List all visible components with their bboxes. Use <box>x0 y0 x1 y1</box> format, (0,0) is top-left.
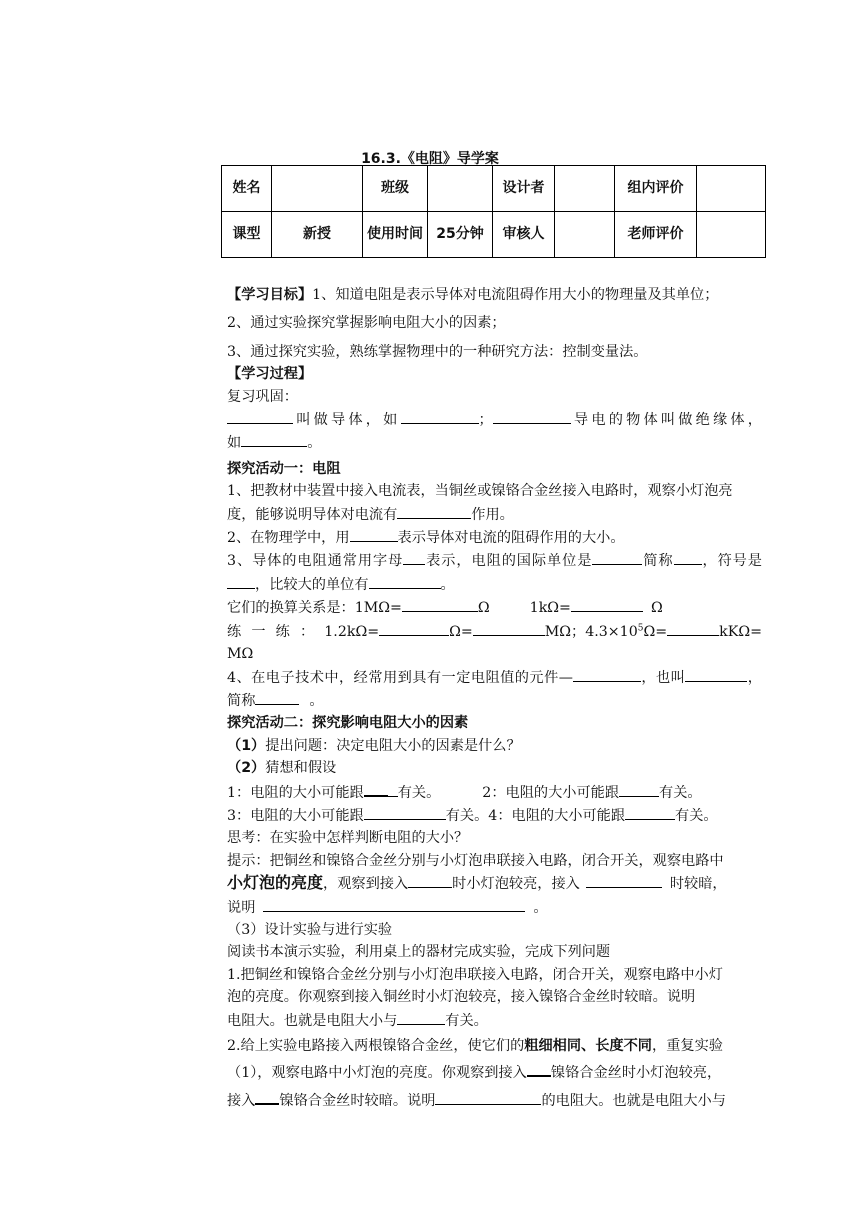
blank[interactable] <box>625 804 675 820</box>
read-line: 阅读书本演示实验，利用桌上的器材完成实验，完成下列问题 <box>227 944 611 961</box>
act1-line: 3、导体的电阻通常用字母 表示，电阻的国际单位是 简称 ，符号是 <box>227 549 762 572</box>
hint-line: 说明 。 <box>227 896 762 919</box>
blank[interactable] <box>619 781 659 797</box>
reviewer-value <box>555 212 615 258</box>
blank[interactable] <box>592 549 642 565</box>
goal-line-2: 2、通过实验探究掌握影响电阻大小的因素； <box>227 315 506 332</box>
exp-line: 接入 镍铬合金丝时较暗。说明 的电阻大。也就是电阻大小与 <box>227 1088 762 1112</box>
review-line-2: 如 。 <box>227 431 762 454</box>
act1-line: 2、在物理学中，用 表示导体对电流的阻碍作用的大小。 <box>227 526 762 549</box>
guess-line: 1：电阻的大小可能跟 有关。 2：电阻的大小可能跟 有关。 <box>227 780 762 804</box>
blank[interactable] <box>255 689 299 705</box>
lesson-type-value: 新授 <box>272 212 363 258</box>
class-label: 班级 <box>363 166 428 212</box>
act1-line: 4、在电子技术中，经常用到具有一定电阻值的元件— ，也叫 ， <box>227 666 762 689</box>
teacher-eval-value <box>697 212 766 258</box>
reviewer-label: 审核人 <box>493 212 555 258</box>
group-eval-value <box>697 166 766 212</box>
process-heading: 【学习过程】 <box>227 366 313 383</box>
designer-value <box>555 166 615 212</box>
blank[interactable] <box>364 780 388 797</box>
think-line: 思考：在实验中怎样判断电阻的大小？ <box>227 830 469 847</box>
blank[interactable] <box>667 620 719 636</box>
conversion-line: 它们的换算关系是：1MΩ= Ω 1kΩ= Ω <box>227 596 762 619</box>
exp-line: 电阻大。也就是电阻大小与 有关。 <box>227 1009 762 1032</box>
blank[interactable] <box>364 804 446 820</box>
blank[interactable] <box>241 431 307 447</box>
goal-line-3: 3、通过探究实验，熟练掌握物理中的一种研究方法：控制变量法。 <box>227 343 648 360</box>
hint-line: 提示：把铜丝和镍铬合金丝分别与小灯泡串联接入电路，闭合开关，观察电路中 <box>227 852 724 869</box>
blank[interactable] <box>263 896 525 912</box>
guess-line: 3：电阻的大小可能跟 有关。4：电阻的大小可能跟 有关。 <box>227 804 762 827</box>
blank[interactable] <box>379 620 449 636</box>
class-value <box>428 166 493 212</box>
step-3: （3）设计实验与进行实验 <box>227 921 393 938</box>
blank[interactable] <box>227 408 293 424</box>
blank[interactable] <box>227 573 255 589</box>
activity-1-heading: 探究活动一：电阻 <box>227 460 341 477</box>
review-heading: 复习巩固： <box>227 388 298 405</box>
exp-line: 2.给上实验电路接入两根镍铬合金丝，使它们的粗细相同、长度不同，重复实验 <box>227 1038 723 1054</box>
step-2: （2）猜想和假设 <box>227 760 337 777</box>
teacher-eval-label: 老师评价 <box>615 212 697 258</box>
exercise-line: MΩ <box>227 646 254 663</box>
page-title: 16.3.《电阻》导学案 <box>361 151 499 167</box>
blank[interactable] <box>401 408 479 424</box>
goal-line-1: 【学习目标】1、知道电阻是表示导体对电流阻碍作用大小的物理量及其单位； <box>227 287 719 303</box>
act1-line: ，比较大的单位有 。 <box>227 573 762 596</box>
usage-time-value: 25分钟 <box>428 212 493 258</box>
act1-line: 简称 。 <box>227 689 762 712</box>
blank[interactable] <box>369 573 441 589</box>
activity-2-heading: 探究活动二：探究影响电阻大小的因素 <box>227 715 469 732</box>
blank[interactable] <box>402 596 478 612</box>
document-body <box>227 284 762 1112</box>
name-label: 姓名 <box>222 166 272 212</box>
act1-line: 1、把教材中装置中接入电流表，当铜丝或镍铬合金丝接入电路时，观察小灯泡亮 <box>227 483 733 500</box>
blank[interactable] <box>388 781 398 797</box>
blank[interactable] <box>586 872 662 888</box>
info-table <box>221 165 766 258</box>
blank[interactable] <box>473 620 545 636</box>
exercise-line: 练一练：1.2kΩ= Ω= MΩ；$4.3\times 10^5\Omega= kK\Omega=$ <box>227 620 762 643</box>
blank[interactable] <box>403 549 425 565</box>
blank[interactable] <box>435 1089 541 1105</box>
blank[interactable] <box>397 1009 445 1025</box>
step-1: （1）提出问题：决定电阻大小的因素是什么？ <box>227 737 521 754</box>
group-eval-label: 组内评价 <box>615 166 697 212</box>
blank[interactable] <box>685 666 747 682</box>
designer-label: 设计者 <box>493 166 555 212</box>
lesson-type-label: 课型 <box>222 212 272 258</box>
goals-heading: 【学习目标】 <box>227 287 313 303</box>
blank[interactable] <box>527 1060 551 1077</box>
table-row <box>222 166 766 212</box>
review-line-1: 叫做导体，如 ； 导电的物体叫做绝缘体， <box>227 408 762 431</box>
hint-line: 小灯泡的亮度，观察到接入 时小灯泡较亮，接入 时较暗， <box>227 873 727 893</box>
exp-line: 1.把铜丝和镍铬合金丝分别与小灯泡串联接入电路，闭合开关，观察电路中小灯 <box>227 966 723 983</box>
exp-line: （1），观察电路中小灯泡的亮度。你观察到接入 镍铬合金丝时小灯泡较亮， <box>227 1060 762 1084</box>
blank[interactable] <box>573 666 641 682</box>
name-value <box>272 166 363 212</box>
blank[interactable] <box>255 1088 279 1105</box>
usage-time-label: 使用时间 <box>363 212 428 258</box>
act1-line: 度，能够说明导体对电流有 作用。 <box>227 503 762 526</box>
exp-line: 泡的亮度。你观察到接入铜丝时小灯泡较亮，接入镍铬合金丝时较暗。说明 <box>227 989 696 1006</box>
table-row <box>222 212 766 258</box>
blank[interactable] <box>571 596 643 612</box>
blank[interactable] <box>493 408 571 424</box>
blank[interactable] <box>408 872 452 888</box>
blank[interactable] <box>397 503 471 519</box>
blank[interactable] <box>350 526 398 542</box>
blank[interactable] <box>674 549 702 565</box>
